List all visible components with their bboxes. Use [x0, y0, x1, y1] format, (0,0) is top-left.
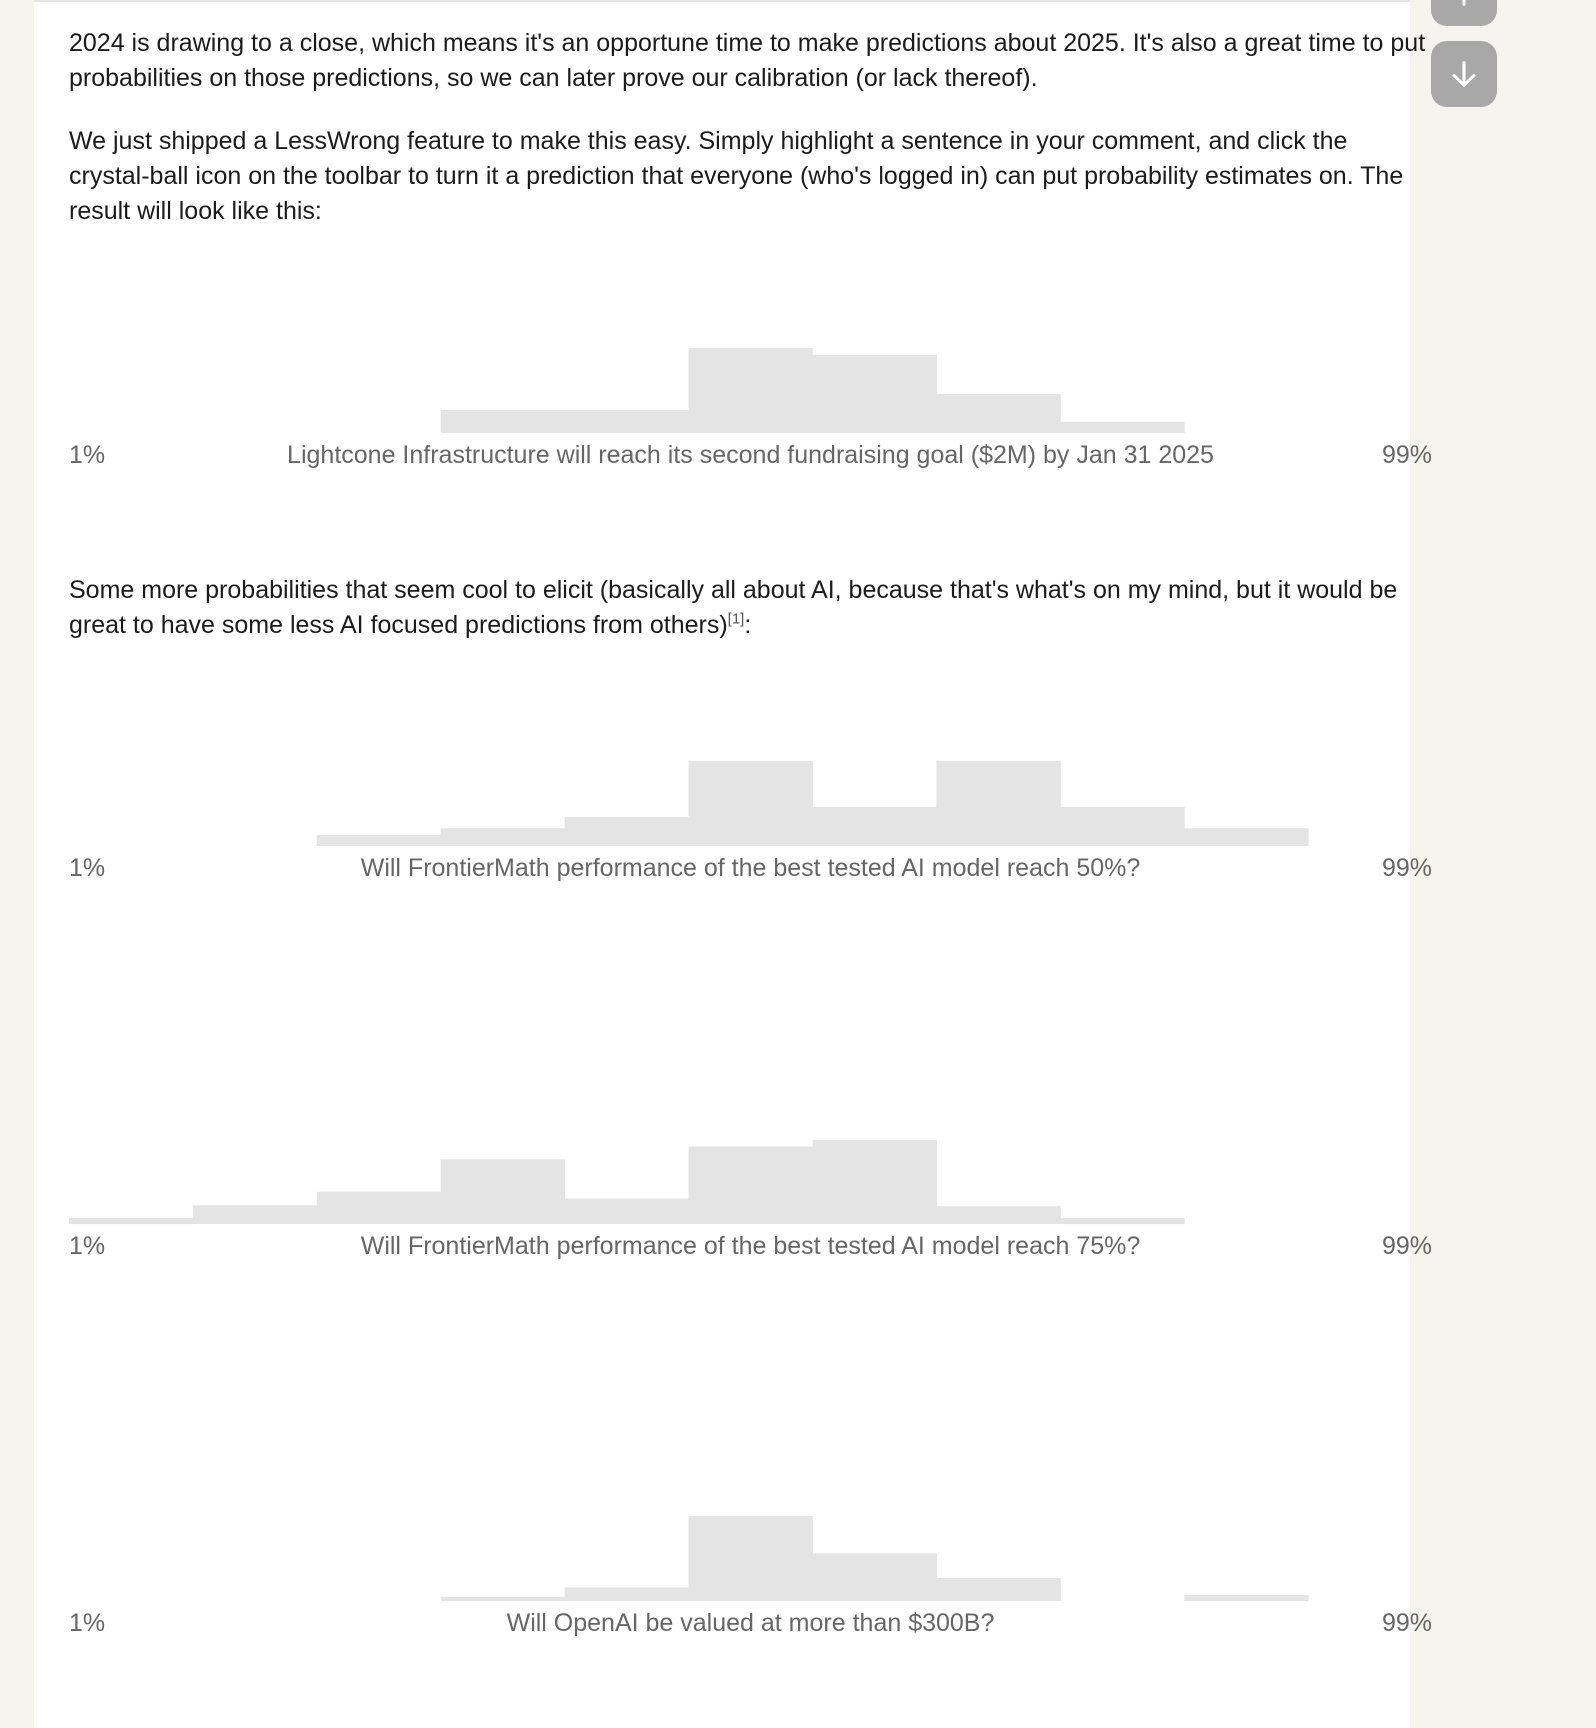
scroll-down-button[interactable] — [1431, 41, 1497, 107]
prediction-histogram[interactable] — [69, 1074, 1432, 1224]
probability-max-label: 99% — [1381, 1232, 1432, 1260]
prediction-question: Will OpenAI be valued at more than $300B? — [506, 1609, 995, 1637]
histogram-bar — [813, 1140, 937, 1224]
prediction-widget[interactable] — [69, 1451, 1432, 1651]
probability-min-label: 1% — [69, 854, 106, 882]
histogram-bar — [193, 1205, 317, 1224]
prediction-histogram[interactable] — [69, 1451, 1432, 1601]
prediction-histogram[interactable] — [69, 696, 1432, 846]
scroll-up-button[interactable] — [1431, 0, 1497, 26]
probability-max-label: 99% — [1381, 854, 1432, 882]
histogram-bar — [689, 1147, 813, 1224]
histogram-bar — [441, 410, 565, 433]
prediction-widget[interactable] — [69, 696, 1432, 896]
histogram-bar — [565, 817, 689, 846]
probability-max-label: 99% — [1381, 1609, 1432, 1637]
histogram-bar — [689, 761, 813, 846]
histogram-bar — [936, 1206, 1060, 1224]
histogram-bar — [565, 1587, 689, 1601]
prediction-question: Will FrontierMath performance of the best tested AI model reach 75%? — [360, 1232, 1141, 1260]
intro-text: 2024 is drawing to a close, which means it's an opportune time to make predictions about 2025. It's also a great time to put probabilities on those predictions, so we can later prove our calibration (or lack thereof). — [69, 29, 1426, 92]
prediction-widget[interactable] — [69, 283, 1432, 483]
histogram-bar — [441, 828, 565, 846]
footnote-link[interactable]: [1] — [727, 610, 745, 628]
arrow-down-icon — [1447, 57, 1481, 91]
feature-text: We just shipped a LessWrong feature to make this easy. Simply highlight a sentence in your comment, and click the crystal-ball icon on the toolbar to turn it a prediction that everyone (who's logged in) can put probability estimates on. The result will look like this: — [69, 127, 1404, 225]
histogram-bar — [936, 394, 1060, 433]
histogram-bar — [936, 761, 1060, 846]
histogram-bar — [1060, 422, 1184, 433]
prediction-question: Will FrontierMath performance of the best tested AI model reach 50%? — [360, 854, 1141, 882]
probability-min-label: 1% — [69, 1232, 106, 1260]
histogram-bar — [565, 410, 689, 433]
prediction-widget[interactable] — [69, 1074, 1432, 1274]
histogram-bar — [936, 1578, 1060, 1601]
more-predictions-text: Some more probabilities that seem cool to elicit (basically all about AI, because that's what's on my mind, but it would be great to have some less AI focused predictions from others) — [69, 576, 1398, 639]
histogram-bar — [689, 348, 813, 433]
more-predictions-paragraph — [69, 573, 1431, 643]
histogram-bar — [317, 1192, 441, 1224]
histogram-bar — [1184, 1595, 1308, 1601]
prediction-histogram[interactable] — [69, 283, 1432, 433]
probability-max-label: 99% — [1381, 441, 1432, 469]
feature-paragraph — [69, 124, 1431, 229]
intro-paragraph — [69, 26, 1431, 96]
histogram-bar — [565, 1199, 689, 1225]
histogram-bar — [441, 1159, 565, 1224]
probability-min-label: 1% — [69, 1609, 106, 1637]
probability-min-label: 1% — [69, 441, 106, 469]
arrow-up-icon — [1447, 0, 1481, 10]
histogram-bar — [317, 835, 441, 846]
histogram-bar — [1060, 807, 1184, 846]
histogram-bar — [1184, 828, 1308, 846]
prediction-question: Lightcone Infrastructure will reach its second fundraising goal ($2M) by Jan 31 2025 — [287, 441, 1214, 469]
histogram-bar — [813, 807, 937, 846]
histogram-bar — [441, 1597, 565, 1601]
histogram-bar — [1060, 1218, 1184, 1224]
histogram-bar — [813, 355, 937, 433]
histogram-bar — [813, 1553, 937, 1601]
histogram-bar — [689, 1516, 813, 1601]
paragraph-suffix: : — [744, 611, 752, 639]
histogram-bar — [69, 1218, 193, 1224]
